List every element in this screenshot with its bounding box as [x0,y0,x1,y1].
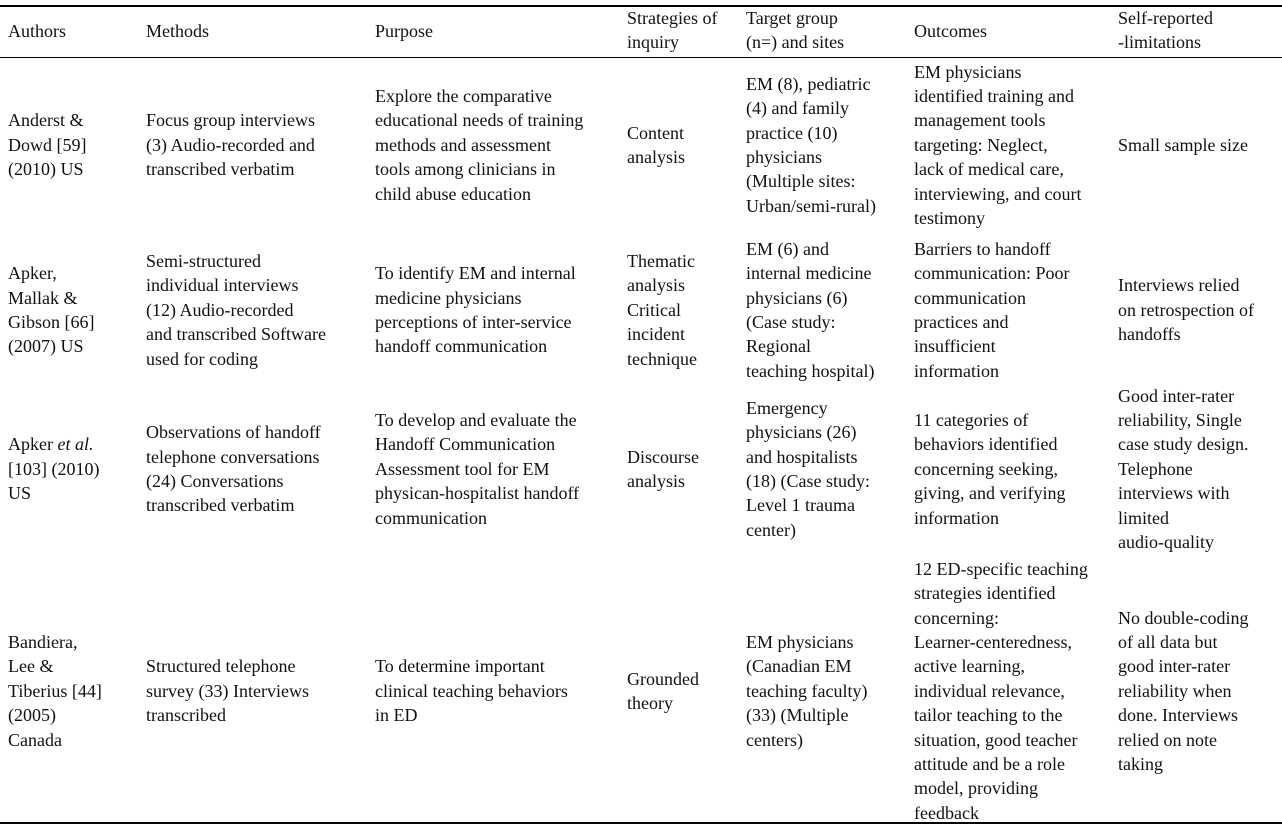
cell-authors: Anderst & Dowd [59] (2010) US [8,110,87,180]
cell-outcomes: 12 ED-specific teaching strategies identified concerning: Learner-centeredness, active learning, individual relevance, tailor teaching to the situation, good teacher attitude and be a role model, providing feedback [914,558,1088,823]
cell-target-group: EM physicians (Canadian EM teaching faculty) (33) (Multiple centers) [746,631,868,750]
header-purpose: Purpose [375,20,433,41]
cell-purpose: Explore the comparative educational needs of training methods and assessment tools among clinicians in child abuse education [375,85,584,204]
cell-methods: Structured telephone survey (33) Interviews transcribed [146,656,309,726]
cell-authors [8,384,140,554]
cell-target-group: EM (6) and internal medicine physicians (6) (Case study: Regional teaching hospital) [746,238,875,381]
header-target-group: Target group (n=) and sites [746,8,845,53]
authors-ref-year: [103] (2010) US [8,458,100,504]
authors-et-al: et al. [57,434,94,455]
cell-strategies: Discourse analysis [627,446,699,491]
header-limitations: Self-reported -limitations [1118,8,1213,53]
cell-purpose: To identify EM and internal medicine physicians perceptions of inter-service handoff communication [375,263,576,357]
cell-authors: Apker, Mallak & Gibson [66] (2007) US [8,263,95,357]
cell-limitations: Good inter-rater reliability, Single case study design. Telephone interviews with limited audio-quality [1118,385,1249,553]
cell-authors: Bandiera, Lee & Tiberius [44] (2005) Canada [8,631,102,750]
cell-purpose: To determine important clinical teaching behaviors in ED [375,656,568,726]
header-strategies: Strategies of inquiry [627,8,718,53]
cell-methods: Focus group interviews (3) Audio-recorded and transcribed verbatim [146,110,315,180]
cell-strategies: Grounded theory [627,668,699,713]
cell-outcomes: Barriers to handoff communication: Poor communication practices and insufficient information [914,238,1070,381]
cell-target-group: Emergency physicians (26) and hospitalists (18) (Case study: Level 1 trauma center) [746,397,870,540]
authors-name: Apker [8,434,58,455]
header-methods: Methods [146,20,209,41]
cell-target-group: EM (8), pediatric (4) and family practice (10) physicians (Multiple sites: Urban/semi-rural) [746,73,876,216]
cell-limitations: Interviews relied on retrospection of handoffs [1118,275,1254,345]
cell-outcomes: EM physicians identified training and management tools targeting: Neglect, lack of medical care, interviewing, and court testimony [914,61,1082,229]
cell-strategies: Thematic analysis Critical incident technique [627,250,697,369]
cell-limitations: No double-coding of all data but good inter-rater reliability when done. Interviews relied on note taking [1118,607,1249,775]
authors-text [8,432,140,505]
header-authors: Authors [8,20,66,41]
header-outcomes: Outcomes [914,20,987,41]
cell-limitations: Small sample size [1118,134,1248,155]
cell-methods: Observations of handoff telephone conversations (24) Conversations transcribed verbatim [146,422,321,516]
cell-purpose: To develop and evaluate the Handoff Communication Assessment tool for EM physican-hospitalist handoff communication [375,409,580,528]
cell-strategies: Content analysis [627,122,685,167]
cell-methods: Semi-structured individual interviews (12) Audio-recorded and transcribed Software used for coding [146,250,326,369]
cell-outcomes: 11 categories of behaviors identified concerning seeking, giving, and verifying information [914,409,1066,528]
